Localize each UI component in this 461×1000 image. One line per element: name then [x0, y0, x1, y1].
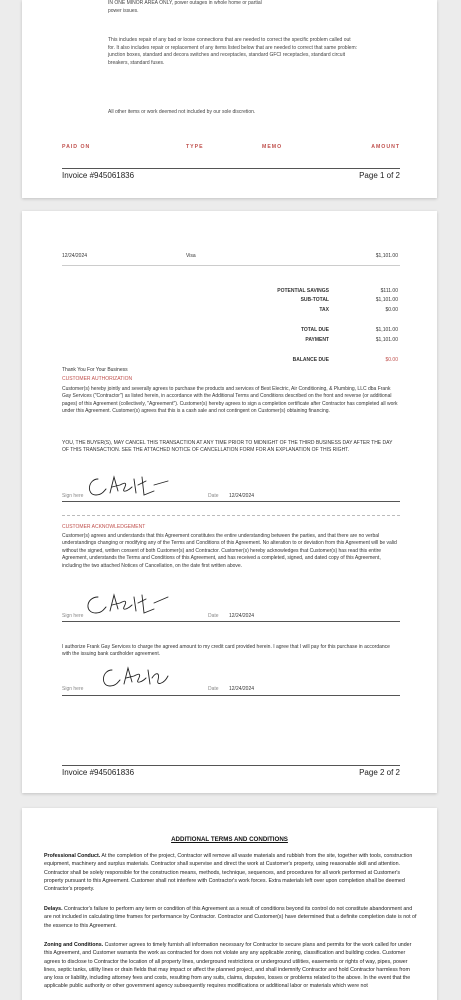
- zoning-text: Customer agrees to timely furnish all information necessary for Contractor to secure plans and permits for the work called for under this Agreement, and Customer warrants the work as contracted for does not violate any any applicable zoning, classification and building codes. Customer agrees to disclose to Contractor the location of all property lines, underground restrictions or underground utilities, easements or rights of way, pipes, power lines, septic tanks, utility lines or drain fields that may impact or affect the planned project, and shall indemnify Contractor and hold Contractor harmless from any loss or liability, including attorney fees and costs, resulting from any suits, claims, disputes, losses or problems related to the above. In the event that the applicable public authority or other government agency subsequently requires modifications or additional labor or materials which were not: [44, 942, 412, 990]
- date-label-1: Date: [208, 493, 219, 499]
- invoice-page-1: [22, 0, 437, 198]
- customer-signature-3: [98, 664, 188, 690]
- sign-here-label-1: Sign here: [62, 493, 84, 499]
- payment-row-rule: [62, 265, 400, 266]
- total-due-value: $1,101.00: [375, 327, 398, 333]
- signature-line-2: [62, 621, 400, 622]
- terms-delays: [44, 905, 419, 930]
- delays-text: Contractor's failure to perform any term or condition of this Agreement as a result of conditions beyond its control do not constitute abandonment and are not included in calculating time frames for performance by Contractor. Contractor and Customer(s) have determined that a definite completion date is not of the essence to this Agreement.: [44, 906, 417, 929]
- customer-signature-2: [82, 591, 178, 617]
- payment-value: $1,101.00: [375, 337, 398, 343]
- invoice-number-2: Invoice #945061836: [62, 768, 135, 777]
- header-memo: MEMO: [262, 144, 283, 150]
- scope-line-2: power issues.: [108, 8, 139, 14]
- footer-rule: [62, 765, 400, 766]
- payment-date: 12/24/2024: [62, 253, 88, 259]
- header-paid-on: PAID ON: [62, 144, 91, 150]
- sign-here-label-2: Sign here: [62, 613, 84, 619]
- delays-heading: Delays.: [44, 906, 63, 912]
- potential-savings-value: $111.00: [380, 288, 398, 294]
- professional-conduct-text: At the completion of the project, Contractor will remove all waste materials and rubbish from the site, together with tools, construction equipment, machinery and surplus materials. Contractor shall supervise and direct the work at Customer's property, using reasonable skill and attention. Contractor shall be solely responsible for the construction means, methods, technique, sequences, and procedures for all work performed at Customer's property pursuant to this Agreement. Customer shall not interfere with Contractor's work forces. Extra materials left over upon completion shall be deemed Contractor's property.: [44, 853, 413, 893]
- cancellation-notice: YOU, THE BUYER(S), MAY CANCEL THIS TRANSACTION AT ANY TIME PRIOR TO MIDNIGHT OF THE THIRD BUSINESS DAY AFTER THE DAY OF THIS TRANSACTION. SEE THE ATTACHED NOTICE OF CANCELLATION FORM FOR AN EXPLANATION OF THIS RIGHT.: [62, 440, 393, 454]
- date-value-2: 12/24/2024: [229, 613, 255, 619]
- date-label-3: Date: [208, 686, 219, 692]
- tax-value: $0.00: [385, 307, 398, 313]
- page-number-2: Page 2 of 2: [359, 768, 400, 777]
- acknowledgement-text: Customer(s) agrees and understands that this Agreement constitutes the entire understanding between the parties, and that there are no verbal understandings changing or modifying any of the Terms and Conditions of this Agreement. No alteration to or deviation from this Agreement will be valid without the signed, written consent of both Customer(s) and Contractor. Customer(s) hereby acknowledges that Customer(s) has read this entire Agreement, understands the Terms and Conditions of this Agreement, and has received a completed, signed, and dated copy of this Agreement, including the two attached Notices of Cancellation, on the date first written above.: [62, 533, 397, 569]
- date-value-1: 12/24/2024: [229, 493, 255, 499]
- signature-line-1: [62, 501, 400, 502]
- tax-label: TAX: [319, 307, 329, 313]
- invoice-number: Invoice #945061836: [62, 171, 135, 180]
- header-amount: AMOUNT: [371, 144, 400, 150]
- subtotal-label: SUB-TOTAL: [300, 297, 329, 303]
- scope-line-1: IN ONE MINOR AREA ONLY, power outages in whole home or partial: [108, 0, 262, 6]
- balance-due-label: BALANCE DUE: [292, 357, 329, 363]
- total-due-label: TOTAL DUE: [300, 327, 329, 333]
- subtotal-value: $1,101.00: [375, 297, 398, 303]
- zoning-heading: Zoning and Conditions.: [44, 942, 104, 948]
- date-label-2: Date: [208, 613, 219, 619]
- page-footer-2: [62, 768, 400, 777]
- page-number: Page 1 of 2: [359, 171, 400, 180]
- terms-page: [22, 808, 437, 1000]
- terms-title: ADDITIONAL TERMS AND CONDITIONS: [171, 836, 288, 843]
- payment-label: PAYMENT: [305, 337, 329, 343]
- authorization-title: CUSTOMER AUTHORIZATION: [62, 376, 133, 382]
- balance-due-value: $0.00: [385, 357, 398, 363]
- section-divider: [62, 515, 400, 516]
- invoice-page-2: [22, 211, 437, 793]
- payment-type: Visa: [186, 253, 196, 259]
- date-value-3: 12/24/2024: [229, 686, 255, 692]
- scope-paragraph: This includes repair of any bad or loose connections that are needed to correct the specific problem called out for. It also includes repair or replacement of any items listed below that are needed to correct that same problem: junction boxes, standard and decora switches and receptacles, standard GFCI receptacles, standard circuit breakers, standard fuses.: [108, 37, 358, 66]
- terms-professional-conduct: [44, 852, 419, 893]
- thank-you-text: Thank You For Your Business: [62, 367, 128, 373]
- exclusion-paragraph: All other items or work deemed not included by our sole discretion.: [108, 109, 256, 115]
- signature-line-3: [62, 695, 400, 696]
- customer-signature-1: [84, 473, 180, 499]
- table-rule: [62, 168, 400, 169]
- page-footer: [62, 171, 400, 180]
- payment-amount: $1,101.00: [375, 253, 398, 259]
- terms-zoning: [44, 941, 419, 991]
- potential-savings-label: POTENTIAL SAVINGS: [277, 288, 329, 294]
- acknowledgement-title: CUSTOMER ACKNOWLEDGEMENT: [62, 524, 146, 530]
- header-type: TYPE: [186, 144, 204, 150]
- card-authorization-text: I authorize Frank Gay Services to charge the agreed amount to my credit card provided herein. I agree that I will pay for this purchase in accordance with the issuing bank cardholder agreement.: [62, 644, 390, 658]
- sign-here-label-3: Sign here: [62, 686, 84, 692]
- authorization-text: Customer(s) hereby jointly and severally agrees to purchase the products and services of Best Electric, Air Conditioning, & Plumbing, LLC dba Frank Gay Services ("Contractor") as listed herein, in accordance with the Additional Terms and Conditions described on the front and reverse (or additional pages) of this Agreement (collectively, "Agreement"). Customer(s) hereby agrees to sign a completion certificate after Contractor has completed all work under this Agreement. Customer(s) agrees that this is a cash sale and not contingent on Customer(s) obtaining financing.: [62, 386, 398, 415]
- professional-conduct-heading: Professional Conduct.: [44, 853, 101, 859]
